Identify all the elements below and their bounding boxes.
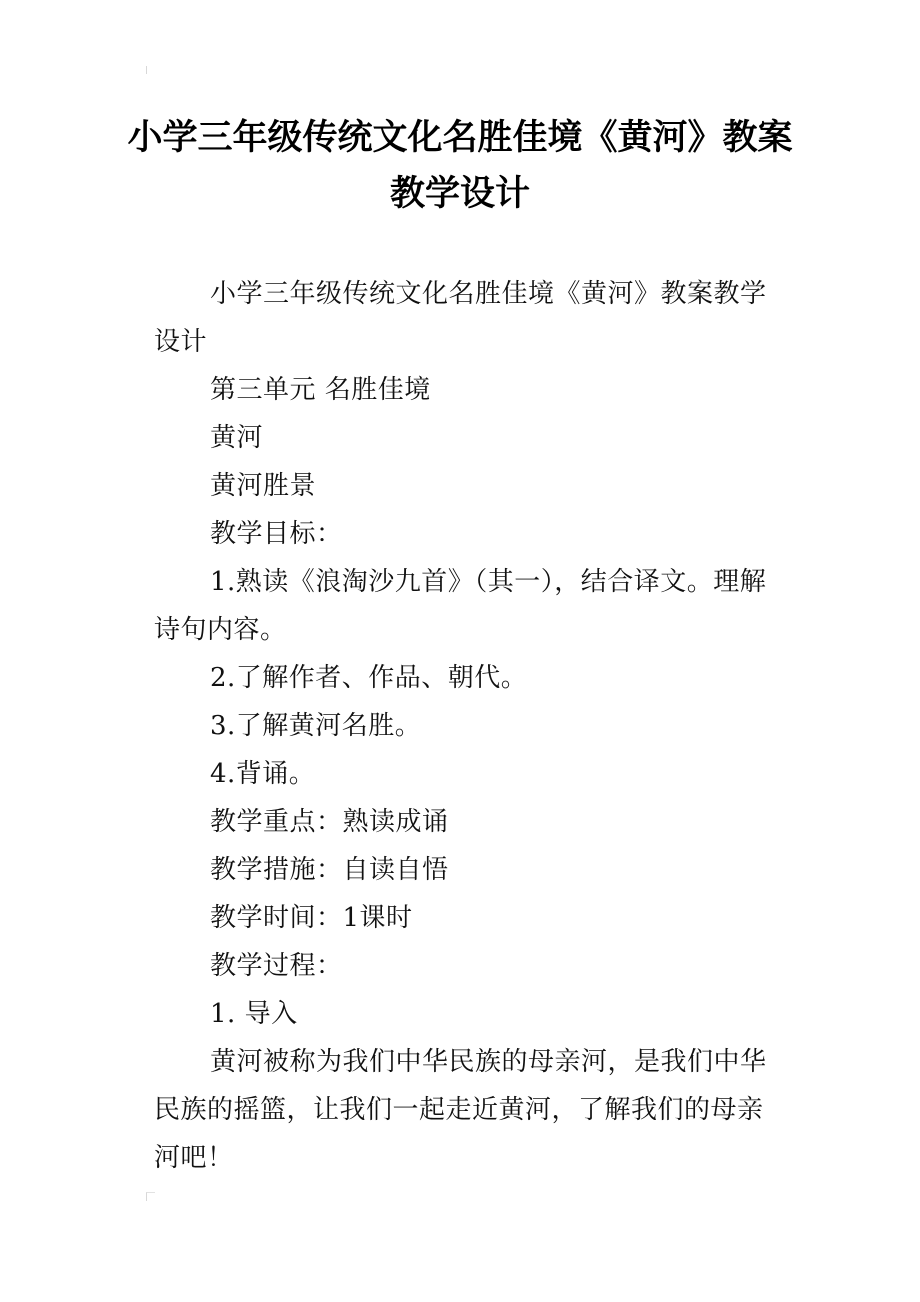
document-body (154, 270, 770, 1182)
paragraph-lesson: 黄河 (210, 423, 264, 453)
paragraph-process-heading: 教学过程： (210, 951, 343, 981)
paragraph-time: 教学时间：1课时 (210, 903, 413, 933)
corner-mark-bottom (146, 1192, 155, 1201)
paragraph-intro: 小学三年级传统文化名胜佳境《黄河》教案教学设计 (154, 279, 767, 357)
paragraph-intro-text: 黄河被称为我们中华民族的母亲河，是我们中华民族的摇篮，让我们一起走近黄河，了解我们的母亲河吧！ (154, 1047, 767, 1173)
paragraph-goal-4: 4.背诵。 (210, 759, 316, 789)
paragraph-subtitle: 黄河胜景 (210, 471, 317, 501)
corner-mark-top (146, 66, 155, 74)
document-title: 小学三年级传统文化名胜佳境《黄河》教案教学设计 (127, 118, 793, 214)
paragraph-unit: 第三单元 名胜佳境 (210, 375, 431, 405)
paragraph-step-1: 1. 导入 (210, 999, 298, 1029)
paragraph-goal-3: 3.了解黄河名胜。 (210, 711, 422, 741)
paragraph-goal-2: 2.了解作者、作品、朝代。 (210, 663, 528, 693)
paragraph-key-point: 教学重点：熟读成诵 (210, 807, 449, 837)
paragraph-goals-heading: 教学目标： (210, 519, 343, 549)
paragraph-goal-1: 1.熟读《浪淘沙九首》（其一），结合译文。理解诗句内容。 (154, 567, 767, 645)
paragraph-method: 教学措施：自读自悟 (210, 855, 449, 885)
